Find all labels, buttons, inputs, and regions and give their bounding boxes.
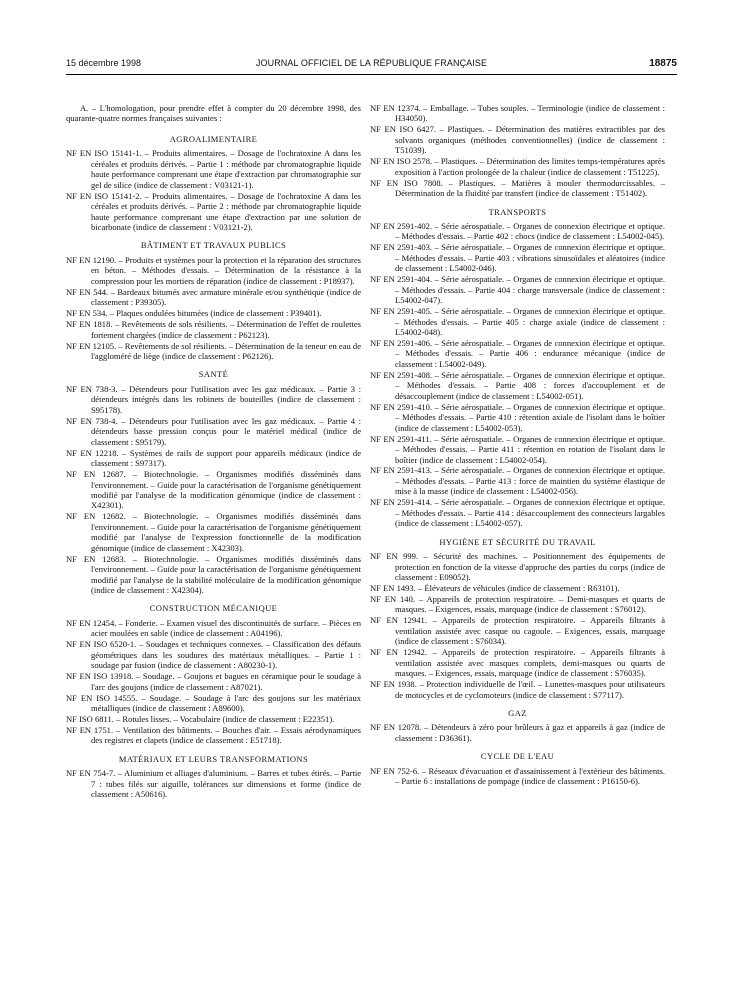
section-heading: AGROALIMENTAIRE (169, 133, 258, 144)
standard-entry: NF EN 2591-403. – Série aérospatiale. – Organes de connexion électrique et optique. – Méthodes d'essais. – Partie 403 : vibrations sinusoïdales et aléatoires (indice de classement : L54002-046). (370, 242, 665, 274)
standard-entry: NF EN 12105. – Revêtements de sol résilients. – Détermination de la teneur en eau de l'aggloméré de liège (indice de classement : P62126). (66, 340, 361, 362)
standard-entry: NF EN ISO 6427. – Plastiques. – Détermination des matières extractibles par des solvants organiques (méthodes conventionnelles) (indice de classement : T51039). (370, 124, 665, 156)
left-column (66, 103, 361, 800)
standard-entry: NF EN 12683. – Biotechnologie. – Organismes modifiés disséminés dans l'environnement. – Guide pour la caractérisation de l'organisme génétiquement modifié par l'analyse de la stabilité moléculaire de la modification génomique (indice de classement : X42304). (66, 553, 361, 596)
standard-entry: NF EN ISO 14555. – Soudage. – Soudage à l'arc des goujons sur les matériaux métalliques (indice de classement : A89600). (66, 692, 361, 714)
section (370, 103, 665, 199)
section (66, 603, 361, 745)
standard-entry: NF EN 999. – Sécurité des machines. – Positionnement des équipements de protection en fonction de la vitesse d'approche des parties du corps (indice de classement : E09052). (370, 551, 665, 583)
section-heading: SANTÉ (198, 369, 229, 380)
standard-entry: NF EN 12218. – Systèmes de rails de support pour appareils médicaux (indice de classement : S97317). (66, 447, 361, 469)
standard-entry: NF EN ISO 15141-2. – Produits alimentaires. – Dosage de l'ochratoxine A dans les céréales et produits dérivés. – Partie 2 : méthode par chromatographie liquide haute performance comprenant une étape d'extraction par une solution de bicarbonate (indice de classement : V03121-2). (66, 190, 361, 233)
standard-entry: NF EN 2591-411. – Série aérospatiale. – Organes de connexion électrique et optique. – Méthodes d'essais. – Partie 411 : rétention en rotation de l'isolant dans le boîtier (indice de classement : L54002-054). (370, 433, 665, 465)
standard-entry: NF EN 2591-405. – Série aérospatiale. – Organes de connexion électrique et optique. – Méthodes d'essais. – Partie 405 : charge axiale (indice de classement : L54002-048). (370, 306, 665, 338)
standard-entry: NF EN 2591-404. – Série aérospatiale. – Organes de connexion électrique et optique. – Méthodes d'essais. – Partie 404 : charge transversale (indice de classement : L54002-047). (370, 274, 665, 306)
standard-entry: NF ISO 6811. – Rotules lisses. – Vocabulaire (indice de classement : E22351). (66, 714, 335, 725)
standard-entry: NF EN 2591-408. – Série aérospatiale. – Organes de connexion électrique et optique. – Méthodes d'essais. – Partie 408 : forces d'accouplement et de désaccouplement (indice de classement : L54002-051). (370, 369, 665, 401)
section (66, 240, 361, 361)
standard-entry: NF EN 738-4. – Détendeurs pour l'utilisation avec les gaz médicaux. – Partie 4 : détendeurs basse pression conçus pour le matériel médical (indice de classement : S95179). (66, 415, 361, 447)
section-heading: GAZ (508, 707, 527, 718)
section-heading: HYGIÈNE ET SÉCURITÉ DU TRAVAIL (439, 536, 596, 547)
standard-entry: NF EN 12374. – Emballage. – Tubes souples. – Terminologie (indice de classement : H34050). (370, 103, 665, 124)
standard-entry: NF EN 1751. – Ventilation des bâtiments. – Bouches d'air. – Essais aérodynamiques des registres et clapets (indice de classement : E51718). (66, 724, 361, 746)
section-heading: BÂTIMENT ET TRAVAUX PUBLICS (140, 240, 287, 251)
standard-entry: NF EN ISO 7808. – Plastiques. – Matières à mouler thermodurcissables. – Détermination de la fluidité par transfert (indice de classement : T51402). (370, 177, 665, 199)
standard-entry: NF EN 754-7. – Aluminium et alliages d'aluminium. – Barres et tubes étirés. – Partie 7 : tubes filés sur aiguille, tolérances sur dimensions et forme (indice de classement : A50616). (66, 768, 361, 800)
section (370, 708, 665, 743)
standard-entry: NF EN ISO 2578. – Plastiques. – Détermination des limites temps-températures après exposition à l'action prolongée de la chaleur (indice de classement : T51225). (370, 156, 665, 177)
intro-paragraph: A. – L'homologation, pour prendre effet à compter du 20 décembre 1998, des quarante-quatre normes françaises suivantes : (66, 103, 361, 124)
standard-entry: NF EN 1938. – Protection individuelle de l'œil. – Lunettes-masques pour utilisateurs de motocycles et de cyclomoteurs (indice de classement : S77117). (370, 679, 665, 700)
page-header (66, 58, 677, 72)
standard-entry: NF EN 2591-402. – Série aérospatiale. – Organes de connexion électrique et optique. – Méthodes d'essais. – Partie 402 : chocs (indice de classement : L54002-045). (370, 221, 665, 242)
standard-entry: NF EN 2591-410. – Série aérospatiale. – Organes de connexion électrique et optique. – Méthodes d'essais. – Partie 410 : rétention axiale de l'isolant dans le boîtier (indice de classement : L54002-053). (370, 401, 665, 433)
standard-entry: NF EN 12682. – Biotechnologie. – Organismes modifiés disséminés dans l'environnement. – Guide pour la caractérisation de l'organisme génétiquement modifié par l'analyse de l'expression fonctionnelle de la modification génomique (indice de classement : X42303). (66, 511, 361, 553)
journal-title: JOURNAL OFFICIEL DE LA RÉPUBLIQUE FRANÇAISE (255, 58, 488, 68)
section (66, 369, 361, 595)
standard-entry: NF EN 12454. – Fonderie. – Examen visuel des discontinuités de surface. – Pièces en acier moulées en sable (indice de classement : A04196). (66, 617, 361, 639)
standard-entry: NF EN ISO 13918. – Soudage. – Goujons et bagues en céramique pour le soudage à l'arc des goujons (indice de classement : A87021). (66, 671, 361, 692)
standard-entry: NF EN 140. – Appareils de protection respiratoire. – Demi-masques et quarts de masques. – Exigences, essais, marquage (indice de classement : S76012). (370, 593, 665, 615)
standard-entry: NF EN 12942. – Appareils de protection respiratoire. – Appareils filtrants à ventilation assistée avec masques complets, demi-masques ou quarts de masques. – Exigences, essais, marquage (indice de classement : S76035). (370, 647, 665, 679)
standard-entry: NF EN 544. – Bardeaux bitumés avec armature minérale et/ou synthétique (indice de classement : P39305). (66, 286, 361, 308)
page-number: 18875 (649, 58, 677, 69)
standard-entry: NF EN 12190. – Produits et systèmes pour la protection et la réparation des structures en béton. – Méthodes d'essais. – Détermination de la résistance à la compression pour les mortiers de réparation (indice de classement : P18937). (66, 254, 361, 286)
section (66, 134, 361, 233)
section-heading: MATÉRIAUX ET LEURS TRANSFORMATIONS (118, 753, 309, 764)
section (66, 754, 361, 800)
standard-entry: NF EN 2591-413. – Série aérospatiale. – Organes de connexion électrique et optique. – Méthodes d'essais. – Partie 413 : force de maintien du système élastique de mise à la masse (indice de classement : L54002-056). (370, 465, 665, 497)
standard-entry: NF EN ISO 6520-1. – Soudages et techniques connexes. – Classification des défauts géométriques dans les soudures des matériaux métalliques. – Partie 1 : soudage par fusion (indice de classement : A80230-1). (66, 639, 361, 671)
standard-entry: NF EN 12687. – Biotechnologie. – Organismes modifiés disséminés dans l'environnement. – Guide pour la caractérisation de l'organisme génétiquement modifié par l'analyse de la modification génomique (indice de classement : X42301). (66, 469, 361, 511)
standard-entry: NF EN 12941. – Appareils de protection respiratoire. – Appareils filtrants à ventilation assistée avec casque ou cagoule. – Exigences, essais, marquage (indice de classement : S76034). (370, 615, 665, 647)
header-date: 15 décembre 1998 (66, 58, 142, 68)
standard-entry: NF EN ISO 15141-1. – Produits alimentaires. – Dosage de l'ochratoxine A dans les céréales et produits dérivés. – Partie 1 : méthode par chromatographie liquide haute performance comprenant une étape d'extraction par chromatographie sur gel de silice (indice de classement : V03121-1). (66, 148, 361, 190)
standard-entry: NF EN 752-6. – Réseaux d'évacuation et d'assainissement à l'extérieur des bâtiments. – Partie 6 : installations de pompage (indice de classement : P16150-6). (370, 765, 665, 787)
section (370, 207, 665, 529)
section-heading: TRANSPORTS (488, 206, 547, 217)
section-heading: CYCLE DE L'EAU (480, 751, 555, 762)
standard-entry: NF EN 1493. – Élévateurs de véhicules (indice de classement : R63101). (370, 582, 620, 593)
standard-entry: NF EN 534. – Plaques ondulées bitumées (indice de classement : P39401). (66, 308, 322, 319)
standard-entry: NF EN 738-3. – Détendeurs pour l'utilisation avec les gaz médicaux. – Partie 3 : détendeurs intégrés dans les robinets de bouteilles (indice de classement : S95178). (66, 383, 361, 415)
right-column (370, 103, 665, 787)
section (370, 751, 665, 786)
section (370, 537, 665, 700)
standard-entry: NF EN 12078. – Détendeurs à zéro pour brûleurs à gaz et appareils à gaz (indice de classement : D36361). (370, 722, 665, 743)
standard-entry: NF EN 2591-406. – Série aérospatiale. – Organes de connexion électrique et optique. – Méthodes d'essais. – Partie 406 : endurance mécanique (indice de classement : L54002-049). (370, 338, 665, 369)
standard-entry: NF EN 2591-414. – Série aérospatiale. – Organes de connexion électrique et optique. – Méthodes d'essais. – Partie 414 : désaccouplement des connecteurs largables (indice de classement : L54002-057). (370, 497, 665, 529)
header-rule (66, 74, 677, 75)
section-heading: CONSTRUCTION MÉCANIQUE (149, 603, 278, 614)
standard-entry: NF EN 1818. – Revêtements de sols résilients. – Détermination de l'effet de roulettes fortement chargées (indice de classement : P62123). (66, 319, 361, 340)
